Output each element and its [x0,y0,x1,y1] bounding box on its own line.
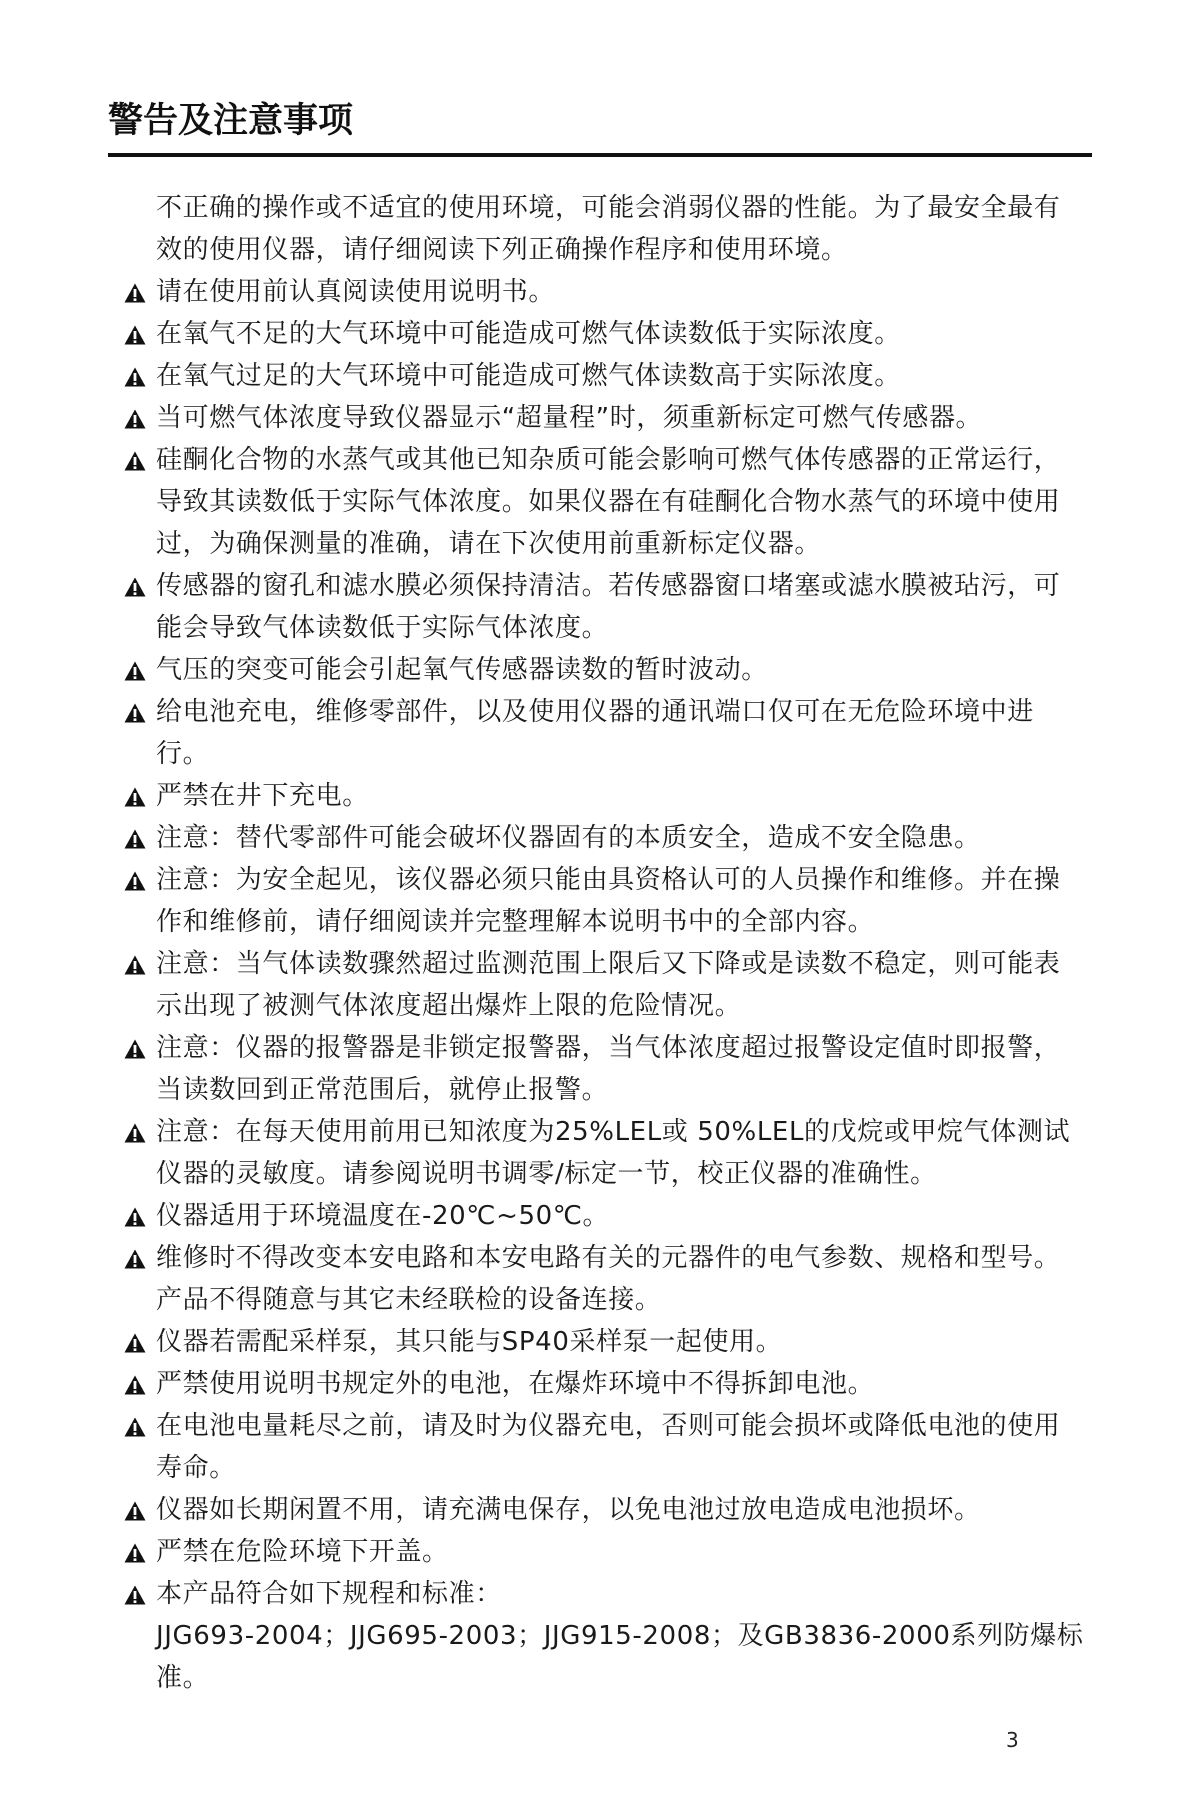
warning-item [120,1195,1080,1237]
warning-item [120,691,1080,775]
warning-text-line: 能会导致气体读数低于实际气体浓度。 [156,613,609,643]
warning-text-line: 给电池充电，维修零部件，以及使用仪器的通讯端口仅可在无危险环境中进 [156,697,1034,727]
warning-triangle-icon [124,1039,146,1059]
warning-triangle-icon [124,871,146,891]
warning-item [120,313,1080,355]
warning-text-line: 过，为确保测量的准确，请在下次使用前重新标定仪器。 [156,529,822,559]
warning-item [120,439,1080,565]
warning-triangle-icon [124,1585,146,1605]
warning-triangle-icon [124,1123,146,1143]
warning-item [120,775,1080,817]
warning-text-line: 严禁在危险环境下开盖。 [156,1537,449,1567]
warning-text-line: 导致其读数低于实际气体浓度。如果仪器在有硅酮化合物水蒸气的环境中使用 [156,487,1061,517]
warning-text-line: 在电池电量耗尽之前，请及时为仪器充电，否则可能会损坏或降低电池的使用 [156,1411,1061,1441]
warning-item [120,355,1080,397]
warning-text-line: 严禁使用说明书规定外的电池，在爆炸环境中不得拆卸电池。 [156,1369,875,1399]
warning-item [120,817,1080,859]
warning-triangle-icon [124,661,146,681]
warning-text-line: 在氧气过足的大气环境中可能造成可燃气体读数高于实际浓度。 [156,361,901,391]
warning-triangle-icon [124,787,146,807]
warning-triangle-icon [124,325,146,345]
warning-text-line: 注意：替代零部件可能会破坏仪器固有的本质安全，造成不安全隐患。 [156,823,981,853]
warning-triangle-icon [124,1375,146,1395]
warning-item [120,943,1080,1027]
warning-triangle-icon [124,703,146,723]
intro-line: 不正确的操作或不适宜的使用环境，可能会消弱仪器的性能。为了最安全最有 [156,193,1061,223]
warning-text-line: 注意：为安全起见，该仪器必须只能由具资格认可的人员操作和维修。并在操 [156,865,1061,895]
warning-item [120,1405,1080,1489]
warning-text-line: 传感器的窗孔和滤水膜必须保持清洁。若传感器窗口堵塞或滤水膜被玷污，可 [156,571,1061,601]
warning-item [120,1321,1080,1363]
warning-triangle-icon [124,1249,146,1269]
warning-item [120,1237,1080,1321]
warning-item [120,1573,1084,1699]
warning-triangle-icon [124,451,146,471]
warning-triangle-icon [124,409,146,429]
page-title: 警告及注意事项 [108,100,354,141]
warning-item [120,1027,1080,1111]
warning-item [120,1111,1080,1195]
warnings-content [120,187,1084,1699]
warning-text-line: 示出现了被测气体浓度超出爆炸上限的危险情况。 [156,991,742,1021]
warning-text-line: 仪器如长期闲置不用，请充满电保存，以免电池过放电造成电池损坏。 [156,1495,981,1525]
intro-paragraph [120,187,1080,271]
warning-triangle-icon [124,829,146,849]
warning-item [120,1531,1080,1573]
warning-triangle-icon [124,283,146,303]
warning-text-line: 注意：在每天使用前用已知浓度为25%LEL或 50%LEL的戊烷或甲烷气体测试 [156,1117,1071,1147]
warning-item [120,565,1080,649]
warning-text-line: 注意：当气体读数骤然超过监测范围上限后又下降或是读数不稳定，则可能表 [156,949,1061,979]
warning-text-line: 仪器若需配采样泵，其只能与SP40采样泵一起使用。 [156,1327,783,1357]
warning-triangle-icon [124,1333,146,1353]
warning-triangle-icon [124,1417,146,1437]
warning-item [120,397,1080,439]
warning-text-line: 仪器的灵敏度。请参阅说明书调零/标定一节，校正仪器的准确性。 [156,1159,937,1189]
warning-text-line: 仪器适用于环境温度在-20℃~50℃。 [156,1201,610,1231]
intro-line: 效的使用仪器，请仔细阅读下列正确操作程序和使用环境。 [156,235,848,265]
warning-text-line: 请在使用前认真阅读使用说明书。 [156,277,556,307]
warning-item [120,649,1080,691]
warning-text-line: 作和维修前，请仔细阅读并完整理解本说明书中的全部内容。 [156,907,875,937]
warning-triangle-icon [124,367,146,387]
warning-text-line: 在氧气不足的大气环境中可能造成可燃气体读数低于实际浓度。 [156,319,901,349]
warning-triangle-icon [124,1501,146,1521]
warning-text-line: 维修时不得改变本安电路和本安电路有关的元器件的电气参数、规格和型号。 [156,1243,1061,1273]
warning-item [120,859,1080,943]
warning-text-line: 本产品符合如下规程和标准： [156,1579,502,1609]
warning-text-line: 气压的突变可能会引起氧气传感器读数的暂时波动。 [156,655,768,685]
warning-text-line: 行。 [156,739,210,769]
warning-text-line: 寿命。 [156,1453,236,1483]
warning-triangle-icon [124,1543,146,1563]
warning-triangle-icon [124,577,146,597]
warnings-list [120,271,1084,1699]
warning-text-line: 注意：仪器的报警器是非锁定报警器，当气体浓度超过报警设定值时即报警， [156,1033,1061,1063]
warning-item [120,1363,1080,1405]
title-divider [108,153,1092,157]
warning-triangle-icon [124,955,146,975]
warning-triangle-icon [124,1207,146,1227]
page-number: 3 [1006,1728,1019,1752]
warning-text-line: 当读数回到正常范围后，就停止报警。 [156,1075,609,1105]
warning-text-line: 准。 [156,1663,210,1693]
warning-text-line: 产品不得随意与其它未经联检的设备连接。 [156,1285,662,1315]
warning-item [120,1489,1080,1531]
warning-text-line: JJG693-2004；JJG695-2003；JJG915-2008；及GB3836-2000系列防爆标 [156,1621,1084,1651]
warning-text-line: 严禁在井下充电。 [156,781,369,811]
warning-item [120,271,1080,313]
warning-text-line: 当可燃气体浓度导致仪器显示“超量程”时，须重新标定可燃气传感器。 [156,403,983,433]
warning-text-line: 硅酮化合物的水蒸气或其他已知杂质可能会影响可燃气体传感器的正常运行， [156,445,1061,475]
